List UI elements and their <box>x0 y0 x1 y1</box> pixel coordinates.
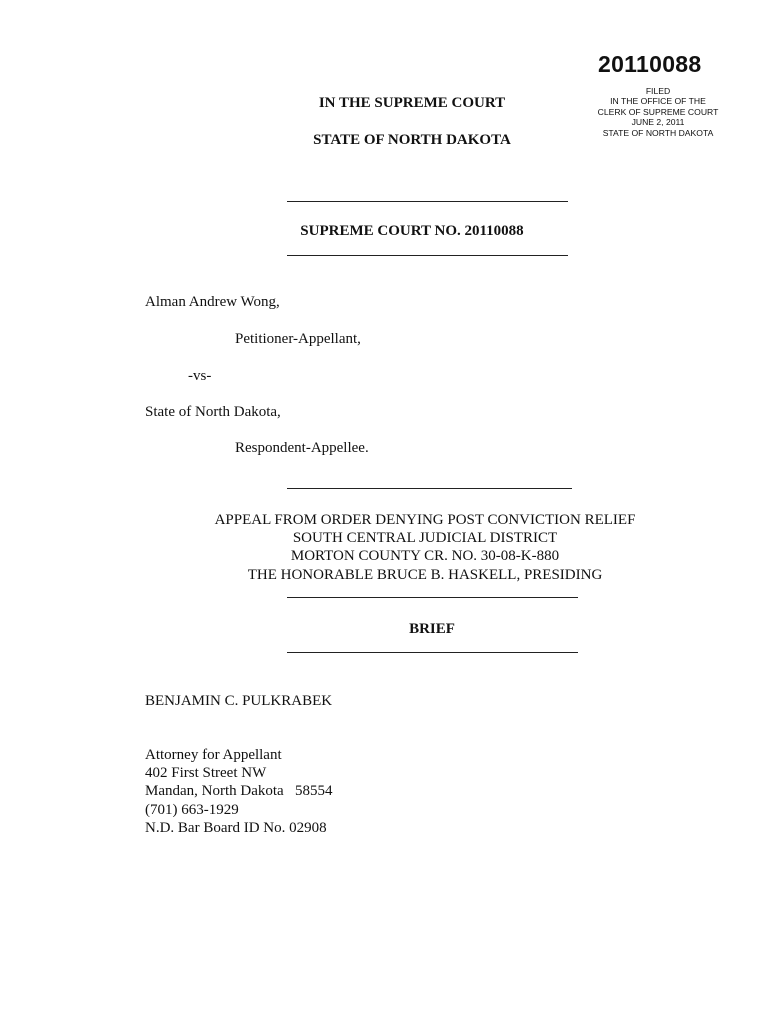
petitioner-role: Petitioner-Appellant, <box>235 331 361 347</box>
attorney-line: 402 First Street NW <box>145 765 267 782</box>
respondent-name: State of North Dakota, <box>145 404 281 420</box>
petitioner-name: Alman Andrew Wong, <box>145 294 280 310</box>
stamp-line: STATE OF NORTH DAKOTA <box>602 127 714 138</box>
document-title: BRIEF <box>409 621 455 637</box>
court-state: STATE OF NORTH DAKOTA <box>313 132 511 148</box>
divider-line <box>287 597 578 598</box>
case-number: SUPREME COURT NO. 20110088 <box>300 223 524 239</box>
divider-line <box>287 201 568 202</box>
appeal-description <box>160 511 690 584</box>
divider-line <box>287 488 572 489</box>
divider-line <box>287 255 568 256</box>
attorney-line: (701) 663-1929 <box>145 801 239 818</box>
appeal-line: THE HONORABLE BRUCE B. HASKELL, PRESIDING <box>247 566 603 583</box>
attorney-line: Attorney for Appellant <box>145 747 282 763</box>
appeal-line: SOUTH CENTRAL JUDICIAL DISTRICT <box>292 530 558 547</box>
respondent-role: Respondent-Appellee. <box>235 440 369 456</box>
attorney-line: Mandan, North Dakota 58554 <box>145 783 333 800</box>
versus-label: -vs- <box>188 368 212 384</box>
attorney-contact <box>145 746 332 837</box>
attorney-name: BENJAMIN C. PULKRABEK <box>145 693 333 709</box>
appeal-line: MORTON COUNTY CR. NO. 30-08-K-880 <box>290 548 560 565</box>
attorney-line: N.D. Bar Board ID No. 02908 <box>145 819 327 836</box>
filing-stamp <box>588 86 728 138</box>
stamp-line: IN THE OFFICE OF THE <box>610 96 706 107</box>
court-name: IN THE SUPREME COURT <box>318 95 506 111</box>
divider-line <box>287 652 578 653</box>
filing-number: 20110088 <box>598 51 702 77</box>
stamp-line: FILED <box>645 86 671 96</box>
appeal-line: APPEAL FROM ORDER DENYING POST CONVICTION RELIEF <box>214 512 636 528</box>
stamp-line: CLERK OF SUPREME COURT <box>597 106 719 117</box>
stamp-line: JUNE 2, 2011 <box>631 117 685 128</box>
